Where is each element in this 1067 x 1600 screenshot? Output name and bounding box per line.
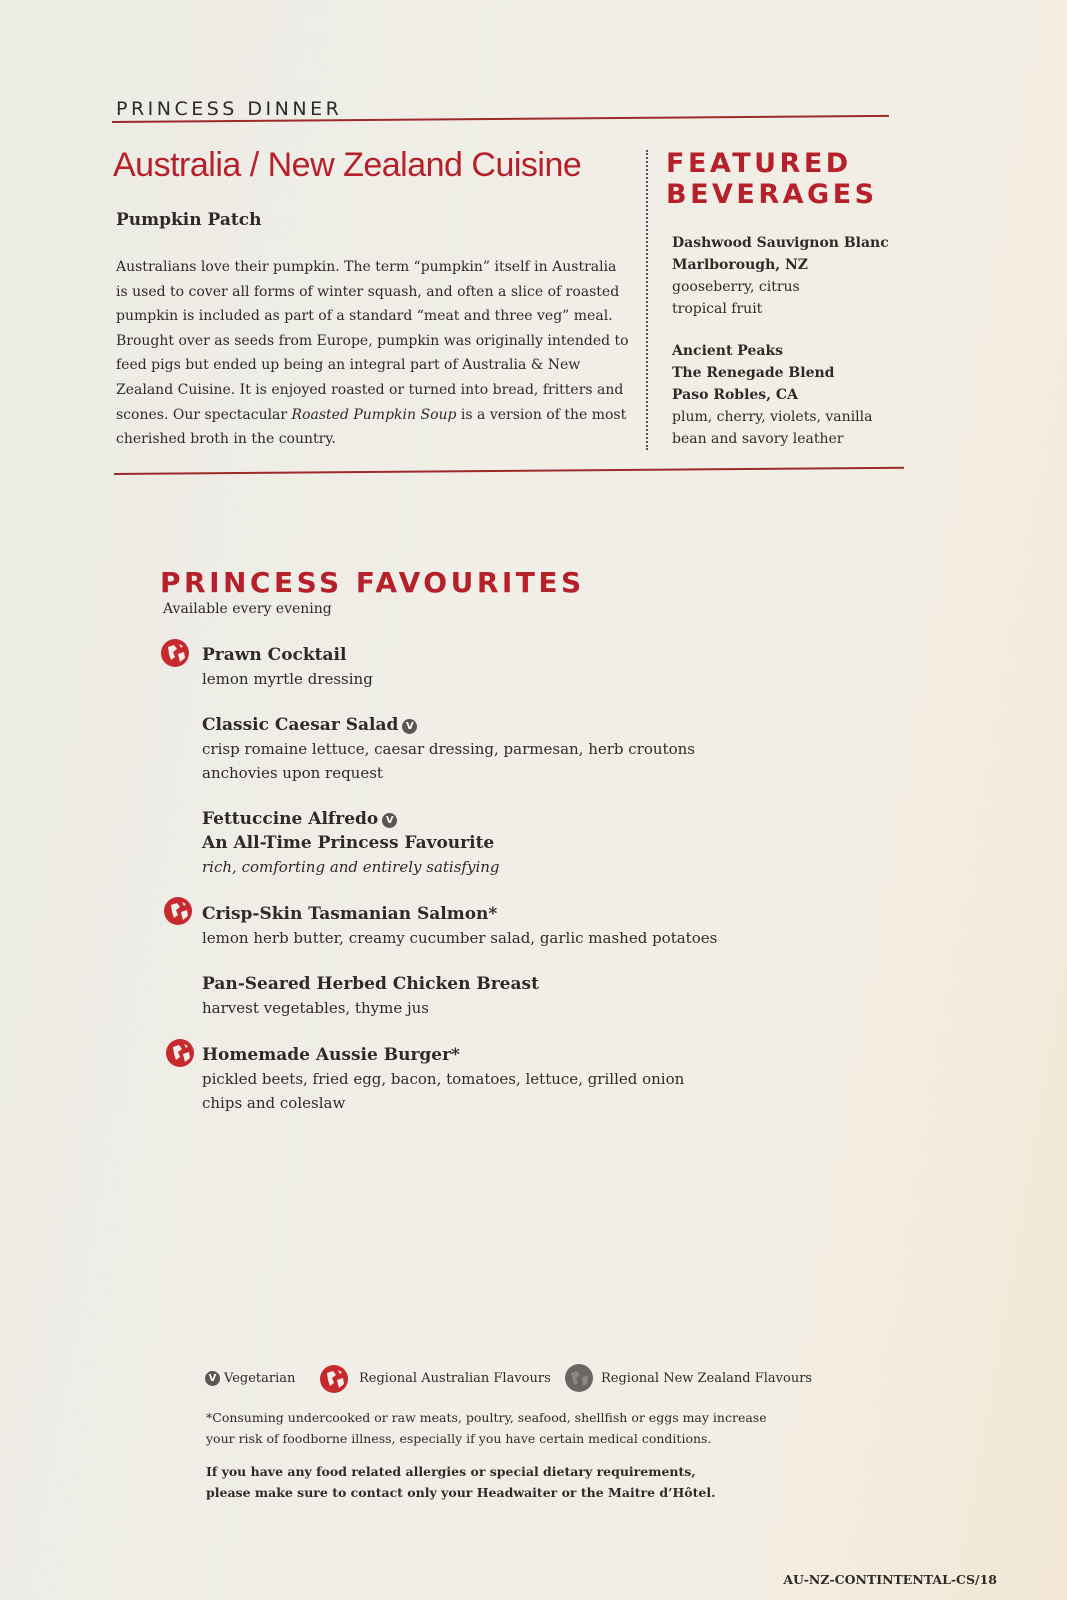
menu-item-desc: chips and coleslaw (202, 1094, 346, 1112)
vegetarian-icon: V (205, 1371, 220, 1386)
menu-item-desc: anchovies upon request (202, 764, 383, 782)
regional-australian-globe-icon (163, 896, 193, 926)
intro-body (116, 255, 631, 452)
menu-item-desc: harvest vegetables, thyme jus (202, 999, 429, 1017)
beverage-origin: Marlborough, NZ (672, 257, 809, 273)
legend-regional-new-zealand: Regional New Zealand Flavours (601, 1371, 813, 1386)
menu-item (202, 807, 762, 879)
beverage-title-line-1: FEATURED (666, 148, 852, 179)
allergy-notice-line: please make sure to contact only your Headwaiter or the Maitre d’Hôtel. (206, 1485, 716, 1500)
menu-item (202, 902, 762, 950)
allergy-notice-line: If you have any food related allergies or special dietary requirements, (206, 1464, 696, 1479)
menu-item-subtitle: An All-Time Princess Favourite (202, 833, 495, 853)
cuisine-title: Australia / New Zealand Cuisine (113, 146, 582, 184)
favourites-subtitle: Available every evening (163, 601, 332, 617)
section-label: PRINCESS DINNER (116, 98, 343, 120)
menu-item (202, 972, 762, 1020)
menu-item-desc: pickled beets, fried egg, bacon, tomatoes, lettuce, grilled onion (202, 1070, 685, 1088)
menu-item-desc: lemon myrtle dressing (202, 670, 373, 688)
bottom-rule (114, 467, 904, 475)
intro-body-text-1: Australians love their pumpkin. The term “pumpkin” itself in Australia is used to cover all forms of winter squash, and often a slice of roasted pumpkin is included as part of a standard “meat and three veg” meal. Brought over as seeds from Europe, pumpkin was originally intended to feed pigs but ended up being an integral part of Australia & New Zealand Cuisine. It is enjoyed roasted or turned into bread, fritters and scones. Our spectacular (116, 259, 629, 423)
menu-item-name: Crisp-Skin Tasmanian Salmon* (202, 904, 498, 924)
regional-new-zealand-globe-icon (564, 1363, 594, 1393)
beverage-divider (646, 150, 648, 450)
menu-item (202, 643, 762, 691)
raw-food-notice-line: *Consuming undercooked or raw meats, poultry, seafood, shellfish or eggs may increase (206, 1410, 767, 1425)
menu-item-name: Fettuccine Alfredo (202, 809, 379, 829)
vegetarian-icon: V (402, 719, 417, 734)
vegetarian-icon: V (382, 813, 397, 828)
regional-australian-globe-icon (319, 1364, 349, 1394)
beverage-title (666, 148, 878, 210)
beverage-blend: The Renegade Blend (672, 365, 835, 381)
beverage-notes: tropical fruit (672, 301, 763, 317)
menu-item-desc: rich, comforting and entirely satisfying (202, 858, 500, 876)
intro-subtitle: Pumpkin Patch (116, 210, 262, 230)
regional-australian-globe-icon (160, 638, 190, 668)
beverage-notes: plum, cherry, violets, vanilla (672, 409, 873, 425)
legend-label: Vegetarian (224, 1371, 296, 1386)
menu-item (202, 713, 762, 785)
beverage-notes: gooseberry, citrus (672, 279, 800, 295)
menu-item (202, 1043, 762, 1115)
beverage-origin: Paso Robles, CA (672, 387, 798, 403)
menu-item-name: Prawn Cocktail (202, 645, 347, 665)
favourites-title: PRINCESS FAVOURITES (160, 566, 585, 599)
allergy-notice (206, 1461, 826, 1503)
beverage-notes: bean and savory leather (672, 431, 844, 447)
beverage-name: Dashwood Sauvignon Blanc (672, 235, 889, 251)
beverage-item (672, 340, 872, 450)
legend-regional-australian: Regional Australian Flavours (359, 1371, 551, 1386)
intro-body-italic: Roasted Pumpkin Soup (291, 406, 457, 423)
raw-food-notice (206, 1407, 826, 1449)
beverage-name: Ancient Peaks (672, 343, 784, 359)
menu-item-name: Classic Caesar Salad (202, 715, 399, 735)
menu-item-name: Pan-Seared Herbed Chicken Breast (202, 974, 539, 994)
menu-item-name: Homemade Aussie Burger* (202, 1045, 460, 1065)
menu-item-desc: crisp romaine lettuce, caesar dressing, parmesan, herb croutons (202, 740, 695, 758)
intro-body-text-2: is a version of the most cherished broth in the country. (116, 406, 627, 448)
raw-food-notice-line: your risk of foodborne illness, especially if you have certain medical conditions. (206, 1431, 712, 1446)
menu-code: AU-NZ-CONTINTENTAL-CS/18 (783, 1572, 997, 1587)
menu-item-desc: lemon herb butter, creamy cucumber salad, garlic mashed potatoes (202, 929, 718, 947)
regional-australian-globe-icon (165, 1038, 195, 1068)
beverage-item (672, 232, 889, 320)
beverage-title-line-2: BEVERAGES (666, 179, 878, 210)
legend-vegetarian (205, 1371, 295, 1386)
